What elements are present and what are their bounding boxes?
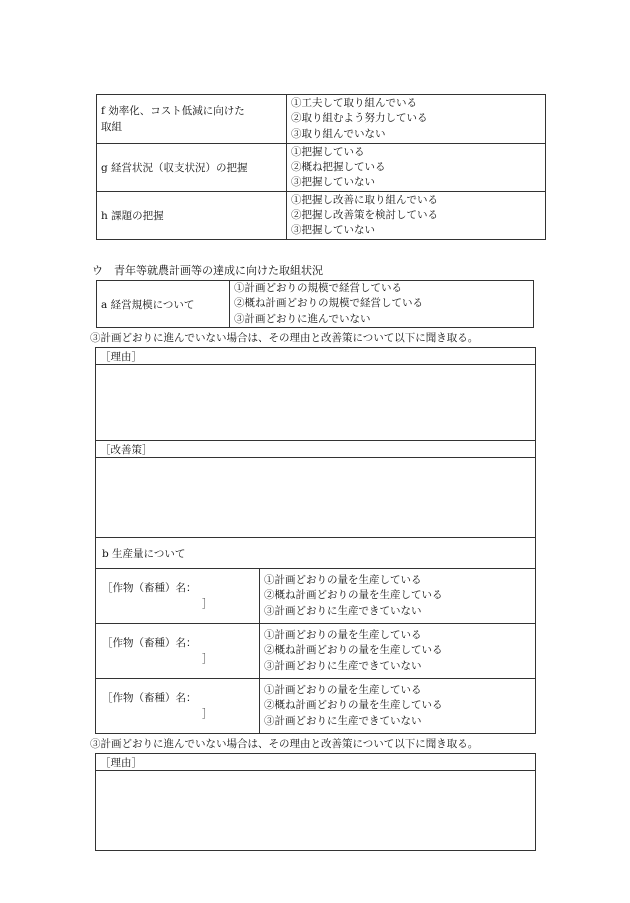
improvement-label: ［改善策］ (96, 441, 535, 458)
reason-input[interactable] (96, 365, 535, 440)
option[interactable]: ②概ね計画どおりの規模で経営している (234, 297, 423, 310)
option[interactable]: ②概ね計画どおりの量を生産している (264, 699, 443, 712)
row-options-f (287, 95, 546, 144)
row-options-g (287, 144, 546, 192)
crop-close: ］ (202, 708, 213, 720)
scale-label: a 経営規模について (97, 281, 230, 328)
table-row (96, 679, 536, 734)
option[interactable]: ③取り組んでいない (291, 127, 386, 140)
option[interactable]: ③計画どおりに生産できていない (264, 714, 422, 727)
reason-box (95, 347, 536, 441)
crop-label: ［作物（畜種）名： (102, 637, 197, 649)
table-row (97, 281, 534, 328)
table-row (97, 95, 546, 144)
option[interactable]: ①把握している (291, 145, 365, 158)
instruction-note-2: ③計画どおりに進んでいない場合は、その理由と改善策について以下に聞き取る。 (90, 738, 479, 750)
production-label: b 生産量について (102, 548, 186, 560)
option[interactable]: ③計画どおりに生産できていない (264, 604, 422, 617)
row-label-g: g 経営状況（収支状況）の把握 (97, 144, 287, 192)
table-row (96, 569, 536, 624)
option[interactable]: ①計画どおりの量を生産している (264, 684, 422, 697)
improvement-box (95, 440, 536, 538)
scale-table (96, 280, 534, 328)
option[interactable]: ③把握していない (291, 176, 375, 189)
table-row (96, 624, 536, 679)
crop-label: ［作物（畜種）名： (102, 582, 197, 594)
reason-box-2 (95, 753, 536, 851)
option[interactable]: ②概ね計画どおりの量を生産している (264, 644, 443, 657)
row-label-h: h 課題の把握 (97, 192, 287, 240)
improvement-input[interactable] (96, 458, 535, 537)
production-options (260, 569, 536, 624)
production-options (260, 624, 536, 679)
option[interactable]: ①計画どおりの規模で経営している (234, 282, 402, 295)
crop-name-cell[interactable] (96, 624, 260, 679)
option[interactable]: ②概ね計画どおりの量を生産している (264, 589, 443, 602)
production-header (95, 537, 536, 569)
crop-close: ］ (202, 598, 213, 610)
evaluation-table (96, 94, 546, 240)
reason-input-2[interactable] (96, 771, 535, 850)
row-label-f: f 効率化、コスト低減に向けた 取組 (97, 95, 287, 144)
section-heading: ウ 青年等就農計画等の達成に向けた取組状況 (92, 264, 323, 277)
row-options-h (287, 192, 546, 240)
scale-options (230, 281, 534, 328)
option[interactable]: ②取り組むよう努力している (291, 112, 428, 125)
crop-close: ］ (202, 653, 213, 665)
option[interactable]: ②概ね把握している (291, 160, 386, 173)
option[interactable]: ①把握し改善に取り組んでいる (291, 193, 438, 206)
production-table (95, 568, 536, 734)
option[interactable]: ③把握していない (291, 224, 375, 237)
instruction-note: ③計画どおりに進んでいない場合は、その理由と改善策について以下に聞き取る。 (90, 332, 479, 344)
option[interactable]: ②把握し改善策を検討している (291, 208, 438, 221)
option[interactable]: ①計画どおりの量を生産している (264, 629, 422, 642)
crop-name-cell[interactable] (96, 679, 260, 734)
option[interactable]: ①計画どおりの量を生産している (264, 574, 422, 587)
reason-label: ［理由］ (96, 348, 535, 365)
option[interactable]: ③計画どおりに生産できていない (264, 659, 422, 672)
table-row (97, 144, 546, 192)
reason-label-2: ［理由］ (96, 754, 535, 771)
table-row (97, 192, 546, 240)
production-options (260, 679, 536, 734)
option[interactable]: ①工夫して取り組んでいる (291, 97, 417, 110)
crop-name-cell[interactable] (96, 569, 260, 624)
option[interactable]: ③計画どおりに進んでいない (234, 312, 371, 325)
crop-label: ［作物（畜種）名： (102, 692, 197, 704)
